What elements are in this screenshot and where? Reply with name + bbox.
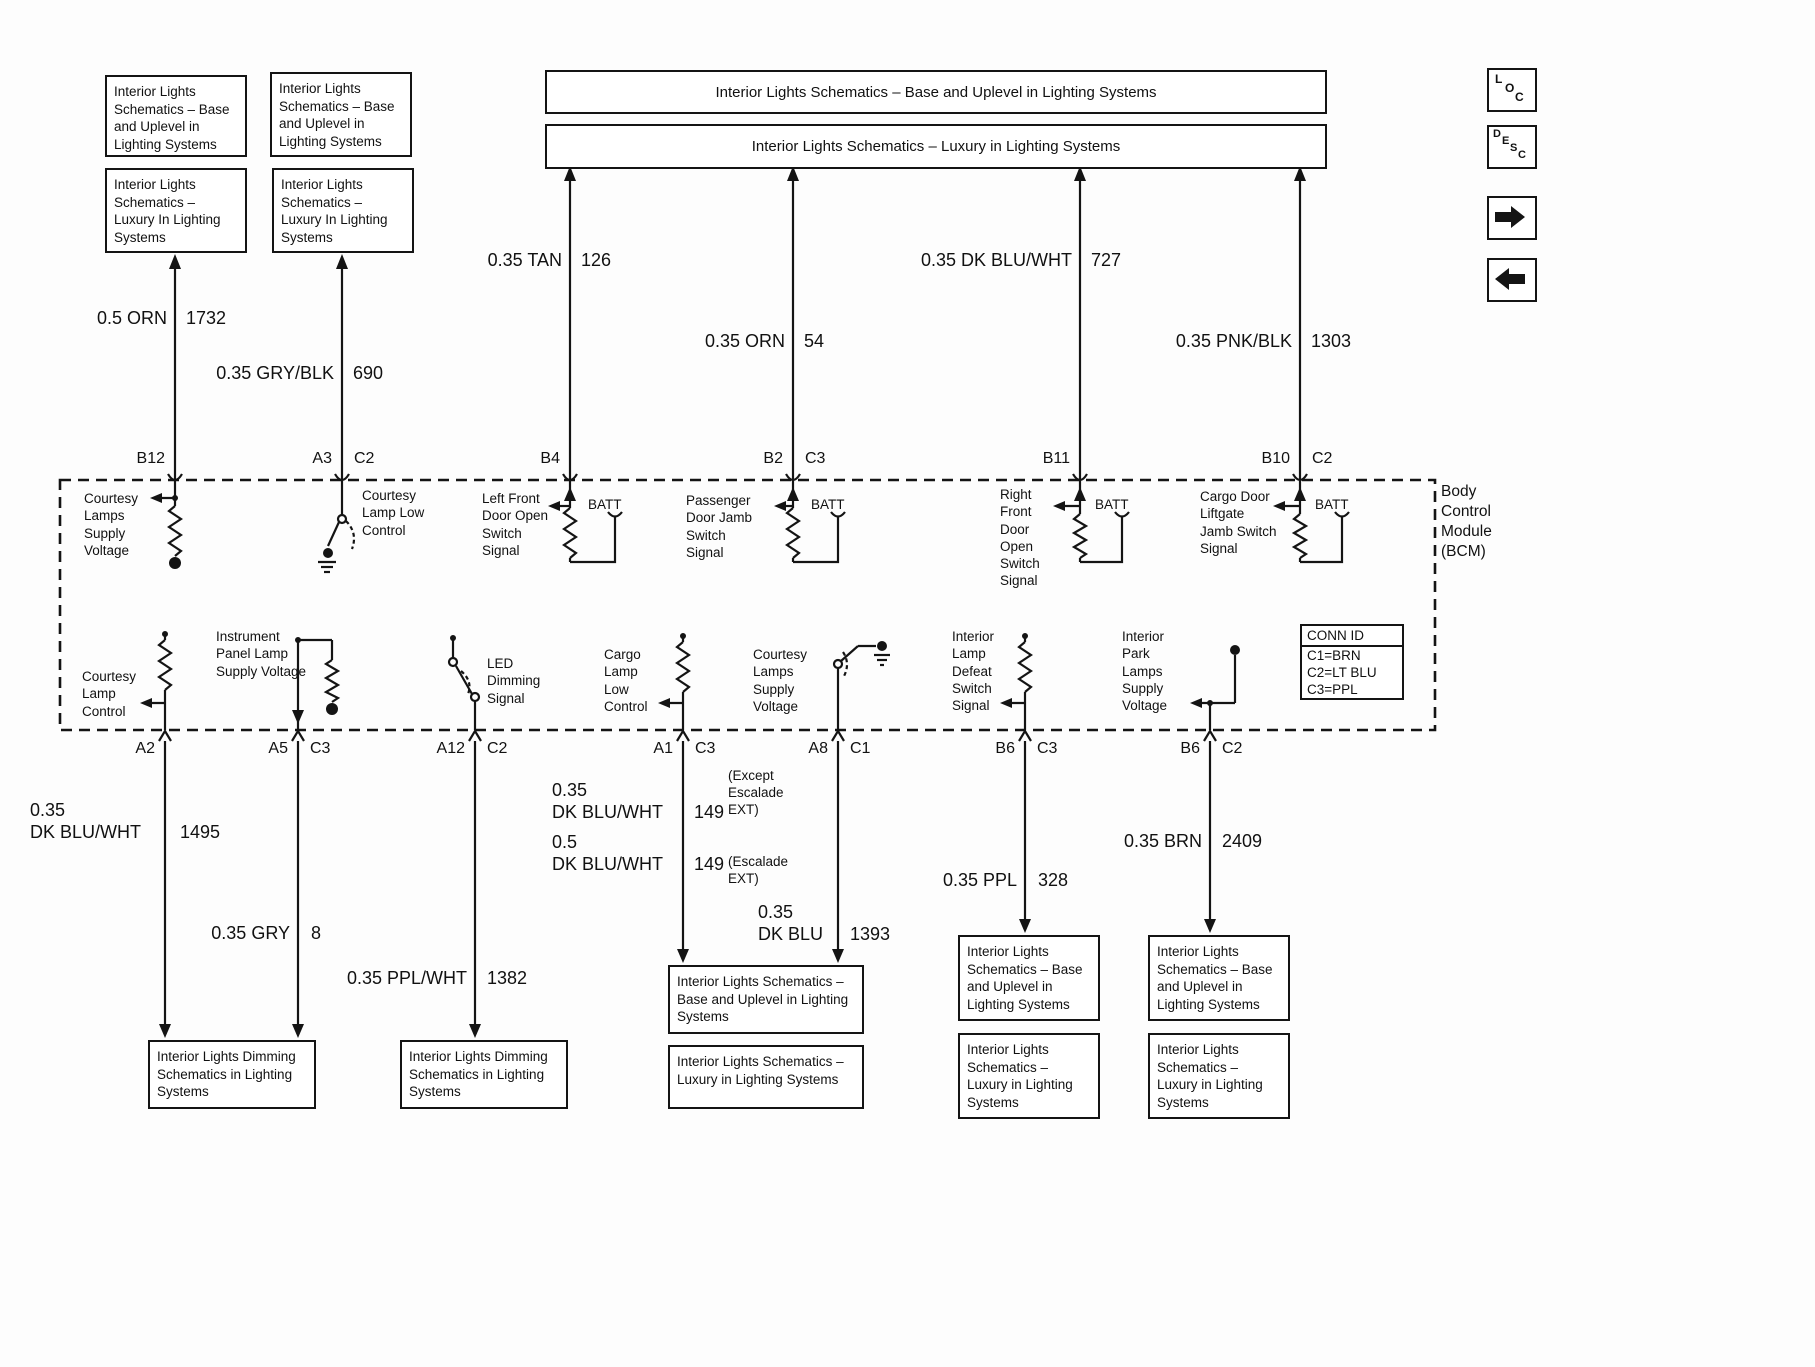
ref-box-base-uplevel-2[interactable]: Interior Lights Schematics – Base and Uplevel in Lighting Systems bbox=[270, 72, 412, 157]
variant-note: (Escalade EXT) bbox=[728, 854, 789, 886]
connector-label: C3 bbox=[310, 740, 331, 757]
loc-button[interactable] bbox=[1487, 68, 1537, 112]
ref-box-dimming-2[interactable]: Interior Lights Dimming Schematics in Lighting Systems bbox=[400, 1040, 568, 1109]
wire-label: 0.35 PNK/BLK bbox=[1175, 331, 1292, 351]
left-arrow-icon bbox=[1493, 267, 1527, 291]
bcm-internal-right-front-door bbox=[1061, 480, 1129, 562]
circuit-number: 8 bbox=[311, 923, 322, 943]
pin-label: A1 bbox=[653, 740, 673, 757]
batt-label: BATT bbox=[1315, 497, 1349, 512]
wire-label: 0.35 ORN bbox=[704, 331, 785, 351]
ref-box-luxury-4[interactable]: Interior Lights Schematics – Luxury in Lighting Systems bbox=[958, 1033, 1100, 1119]
conn-id-row: C3=PPL bbox=[1307, 682, 1358, 697]
batt-label: BATT bbox=[811, 497, 845, 512]
pin-label: A2 bbox=[135, 740, 155, 757]
ref-box-luxury-1[interactable]: Interior Lights Schematics – Luxury In Lighting Systems bbox=[105, 168, 247, 253]
wire-label: 0.35 bbox=[758, 902, 794, 922]
conn-id-row: C1=BRN bbox=[1307, 648, 1361, 663]
loc-letter: C bbox=[1515, 90, 1524, 104]
wire-label: 0.5 ORN bbox=[96, 308, 167, 328]
connector-label: C3 bbox=[695, 740, 716, 757]
desc-letter: E bbox=[1502, 135, 1510, 147]
connector-label: C2 bbox=[354, 450, 375, 467]
wire-label: 0.35 GRY/BLK bbox=[216, 363, 334, 383]
wire-label: 0.5 bbox=[552, 832, 578, 852]
ref-box-base-uplevel-3[interactable]: Interior Lights Schematics – Base and Uplevel in Lighting Systems bbox=[668, 965, 864, 1034]
circuit-number: 149 bbox=[694, 802, 725, 822]
bcm-internal-courtesy-lamps-supply bbox=[158, 480, 181, 556]
loc-letter: L bbox=[1495, 72, 1503, 86]
pin-label: B2 bbox=[763, 450, 783, 467]
bcm-function-label: Right Front Door Open Switch Signal bbox=[1000, 487, 1040, 589]
wire-label: DK BLU/WHT bbox=[552, 854, 664, 874]
bcm-internal-courtesy-lamp-low-switch bbox=[318, 480, 354, 572]
connector-label: C3 bbox=[805, 450, 826, 467]
circuit-number: 1732 bbox=[186, 308, 227, 328]
banner-base-uplevel[interactable]: Interior Lights Schematics – Base and Uplevel in Lighting Systems bbox=[545, 70, 1327, 114]
circuit-number: 54 bbox=[804, 331, 825, 351]
pin-label: B4 bbox=[540, 450, 560, 467]
ref-box-base-uplevel-4[interactable]: Interior Lights Schematics – Base and Uplevel in Lighting Systems bbox=[958, 935, 1100, 1021]
ref-box-base-uplevel-1[interactable]: Interior Lights Schematics – Base and Uplevel in Lighting Systems bbox=[105, 75, 247, 157]
bcm-internal-left-front-door bbox=[556, 480, 622, 562]
bcm-function-label: Courtesy Lamp Control bbox=[82, 669, 137, 719]
pin-label: B6 bbox=[1180, 740, 1200, 757]
wire-label: 0.35 GRY bbox=[211, 923, 290, 943]
bcm-internal-led-dimming-switch bbox=[449, 640, 479, 730]
bcm-function-label: Interior Lamp Defeat Switch Signal bbox=[952, 629, 995, 714]
bcm-function-label: Courtesy Lamps Supply Voltage bbox=[753, 647, 808, 714]
circuit-number: 727 bbox=[1091, 250, 1122, 270]
bcm-function-label: Passenger Door Jamb Switch Signal bbox=[686, 493, 753, 560]
pin-label: A3 bbox=[312, 450, 332, 467]
bcm-internal-courtesy-lamps-supply-switch bbox=[834, 646, 890, 730]
ref-box-luxury-2[interactable]: Interior Lights Schematics – Luxury In Lighting Systems bbox=[272, 168, 414, 253]
bcm-internal-interior-park-lamps bbox=[1198, 655, 1235, 730]
batt-label: BATT bbox=[1095, 497, 1129, 512]
wire-label: 0.35 DK BLU/WHT bbox=[920, 250, 1072, 270]
ref-box-dimming-1[interactable]: Interior Lights Dimming Schematics in Lighting Systems bbox=[148, 1040, 316, 1109]
conn-id-row: C2=LT BLU bbox=[1307, 665, 1377, 680]
bcm-internal-cargo-door-liftgate bbox=[1281, 480, 1349, 562]
wire-label: 0.35 PPL/WHT bbox=[346, 968, 467, 988]
batt-label: BATT bbox=[588, 497, 622, 512]
bcm-function-label: Cargo Lamp Low Control bbox=[604, 647, 648, 714]
connector-label: C3 bbox=[1037, 740, 1058, 757]
circuit-number: 126 bbox=[581, 250, 612, 270]
desc-letter: C bbox=[1518, 149, 1526, 161]
wire-label: DK BLU/WHT bbox=[30, 822, 142, 842]
diagram-symbols bbox=[140, 166, 1306, 1038]
pin-label: A8 bbox=[808, 740, 828, 757]
back-button[interactable] bbox=[1487, 258, 1537, 302]
conn-id-legend bbox=[1300, 624, 1404, 700]
desc-letter: D bbox=[1493, 128, 1501, 140]
ref-box-luxury-5[interactable]: Interior Lights Schematics – Luxury in Lighting Systems bbox=[1148, 1033, 1290, 1119]
circuit-number: 149 bbox=[694, 854, 725, 874]
connector-label: C2 bbox=[1222, 740, 1243, 757]
bcm-function-label: Courtesy Lamp Low Control bbox=[362, 488, 425, 538]
bcm-function-label: Instrument Panel Lamp Supply Voltage bbox=[216, 629, 307, 679]
pin-label: B6 bbox=[995, 740, 1015, 757]
bcm-function-label: Cargo Door Liftgate Jamb Switch Signal bbox=[1200, 489, 1277, 556]
pin-label: A12 bbox=[436, 740, 465, 757]
wire-label: DK BLU/WHT bbox=[552, 802, 664, 822]
desc-letter: S bbox=[1510, 142, 1518, 154]
circuit-number: 1303 bbox=[1311, 331, 1352, 351]
ref-box-luxury-3[interactable]: Interior Lights Schematics – Luxury in Lighting Systems bbox=[668, 1045, 864, 1109]
right-arrow-icon bbox=[1493, 205, 1527, 229]
connector-label: C2 bbox=[487, 740, 508, 757]
circuit-number: 2409 bbox=[1222, 831, 1263, 851]
pin-label: A5 bbox=[268, 740, 288, 757]
variant-note: (Except Escalade EXT) bbox=[728, 768, 784, 817]
connector-label: C2 bbox=[1312, 450, 1333, 467]
bcm-internal-interior-lamp-defeat bbox=[1008, 634, 1031, 730]
forward-button[interactable] bbox=[1487, 196, 1537, 240]
pin-label: B10 bbox=[1261, 450, 1290, 467]
conn-id-title: CONN ID bbox=[1302, 626, 1402, 647]
ref-box-base-uplevel-5[interactable]: Interior Lights Schematics – Base and Uplevel in Lighting Systems bbox=[1148, 935, 1290, 1021]
connector-label: C1 bbox=[850, 740, 871, 757]
wire-label: 0.35 BRN bbox=[1123, 831, 1202, 851]
wire-label: 0.35 PPL bbox=[942, 870, 1017, 890]
bcm-function-label: Courtesy Lamps Supply Voltage bbox=[84, 491, 139, 558]
pin-label: B12 bbox=[136, 450, 165, 467]
bcm-function-label: Left Front Door Open Switch Signal bbox=[482, 491, 549, 558]
bcm-function-label: Interior Park Lamps Supply Voltage bbox=[1122, 629, 1168, 714]
loc-letter: O bbox=[1505, 81, 1515, 95]
banner-luxury[interactable]: Interior Lights Schematics – Luxury in Lighting Systems bbox=[545, 124, 1327, 169]
circuit-number: 690 bbox=[353, 363, 384, 383]
top-pin-connectors bbox=[168, 474, 1307, 480]
pin-label: B11 bbox=[1042, 450, 1070, 467]
wire-label: 0.35 bbox=[552, 780, 588, 800]
circuit-number: 1495 bbox=[180, 822, 221, 842]
wire-label: DK BLU bbox=[758, 924, 824, 944]
bcm-title: Body Control Module (BCM) bbox=[1441, 483, 1492, 561]
desc-button[interactable] bbox=[1487, 125, 1537, 169]
bcm-internal-cargo-lamp-low bbox=[666, 634, 689, 730]
wire-label: 0.35 TAN bbox=[487, 250, 562, 270]
wire-label: 0.35 bbox=[30, 800, 66, 820]
bcm-function-label: LED Dimming Signal bbox=[487, 656, 541, 706]
circuit-number: 1382 bbox=[487, 968, 528, 988]
circuit-number: 328 bbox=[1038, 870, 1069, 890]
circuit-number: 1393 bbox=[850, 924, 891, 944]
